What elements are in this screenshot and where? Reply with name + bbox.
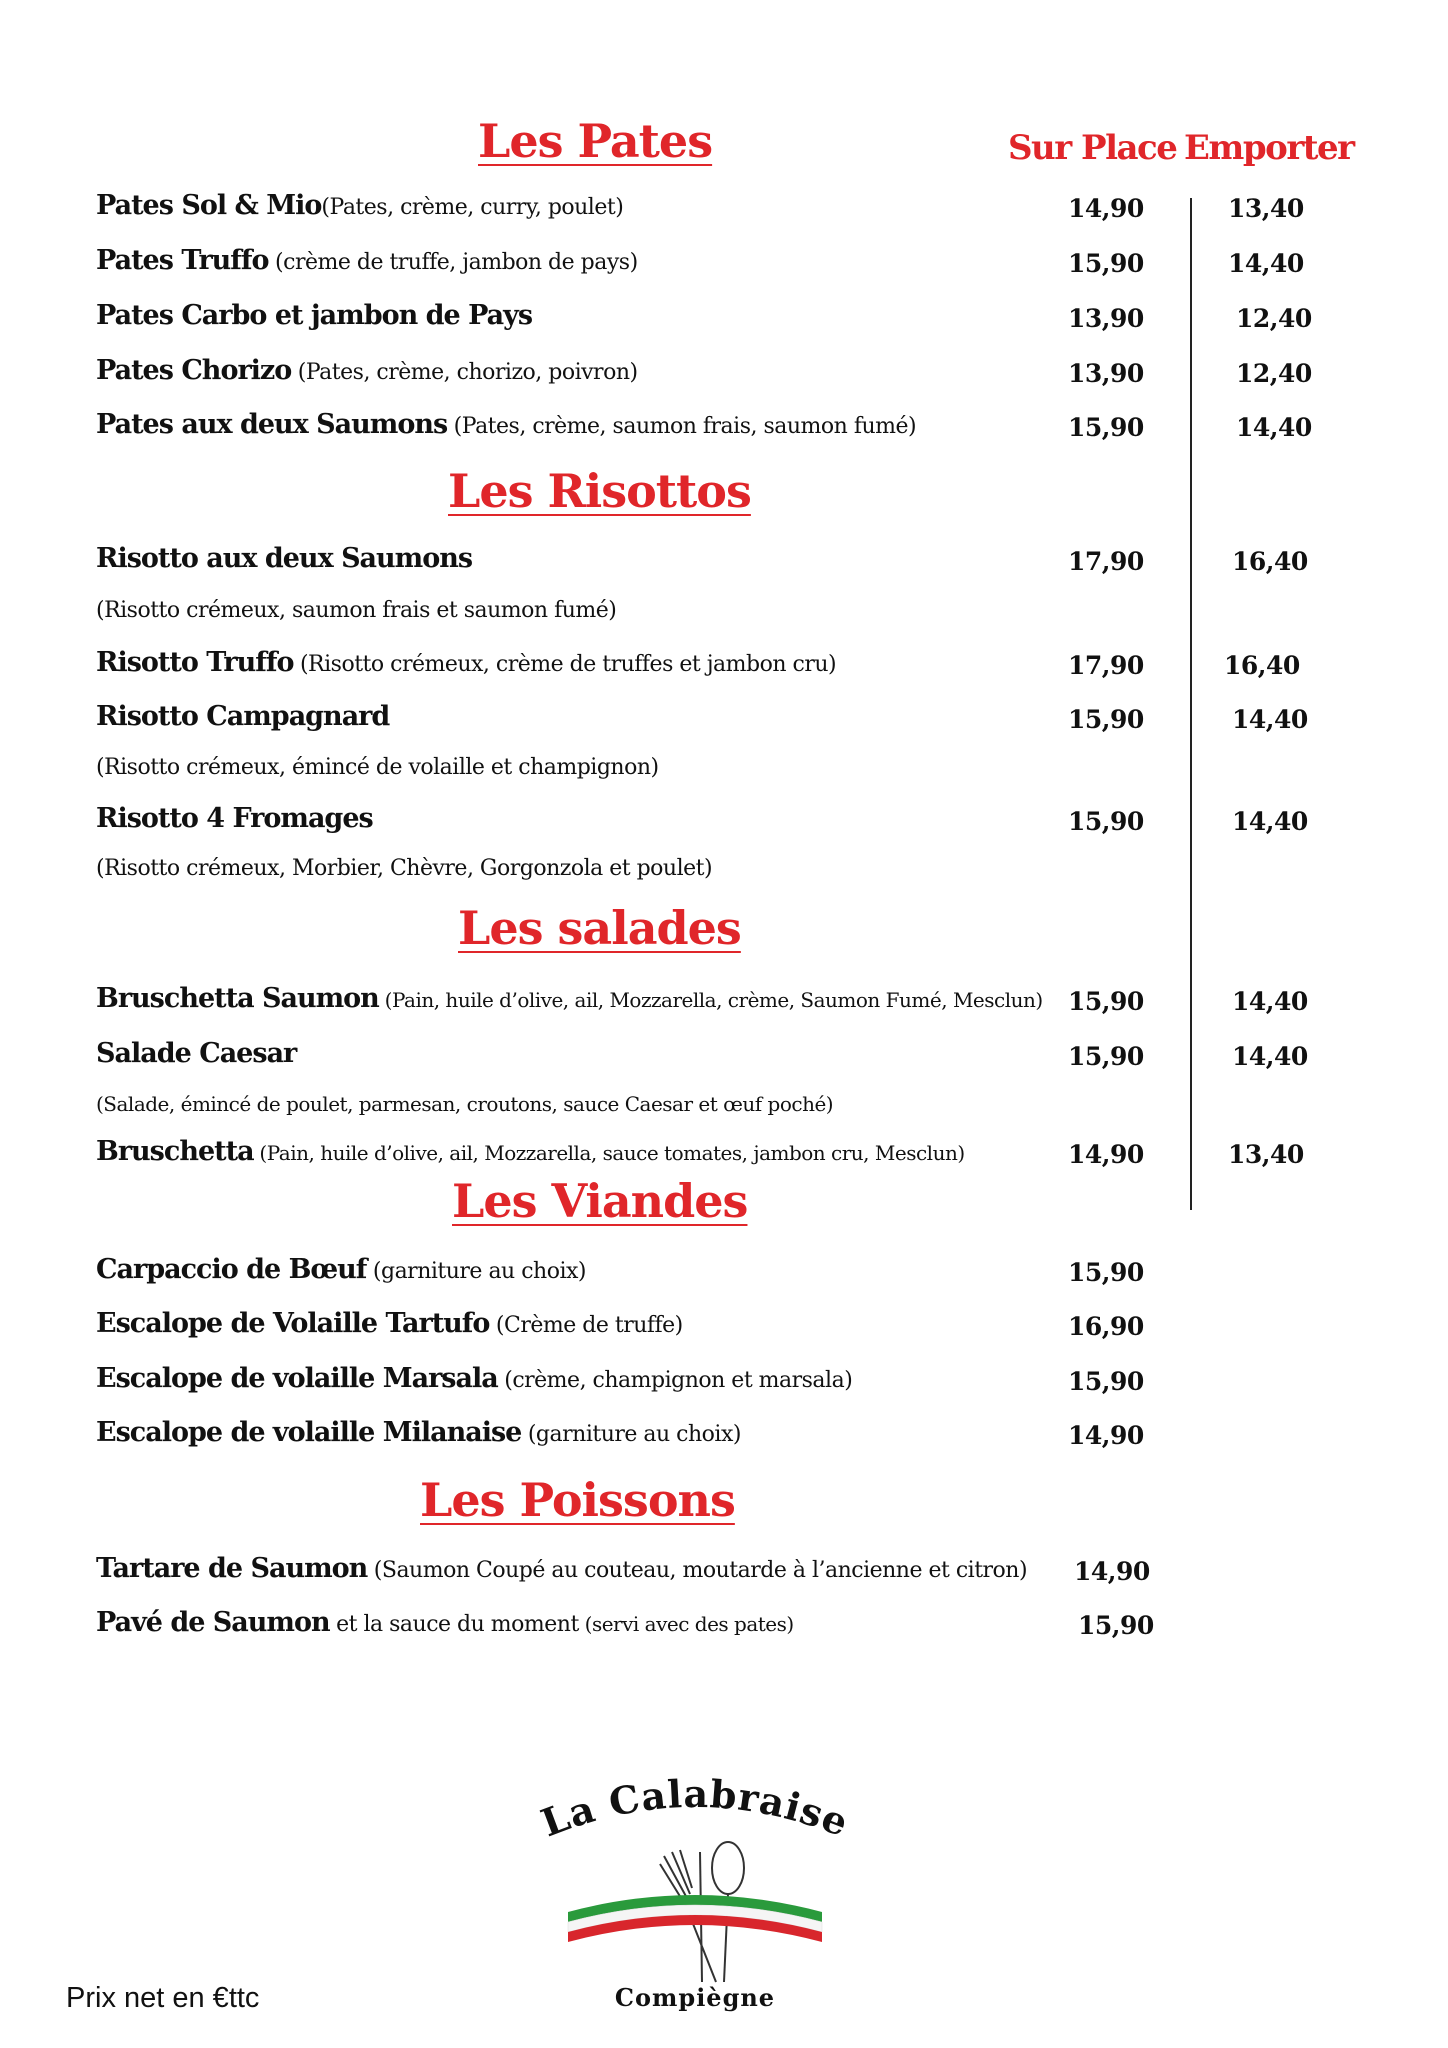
menu-item-name: Pates aux deux Saumons (Pates, crème, saumon frais, saumon fumé) <box>96 409 917 440</box>
price-sur-place: 15,90 <box>1068 705 1144 734</box>
menu-item-desc: (crème, champignon et marsala) <box>497 1368 853 1393</box>
italian-flag-ribbon <box>568 1895 822 1942</box>
price-sur-place: 15,90 <box>1068 249 1144 278</box>
price-emporter: 13,40 <box>1228 1140 1304 1169</box>
column-header-emporter: Emporter <box>1184 128 1354 168</box>
section-title-viandes: Les Viandes <box>452 1174 748 1228</box>
menu-item-desc-main: et la sauce du moment <box>329 1612 579 1637</box>
price-sur-place: 16,90 <box>1068 1312 1144 1341</box>
price-sur-place: 14,90 <box>1068 1421 1144 1450</box>
menu-item-desc: (Risotto crémeux, Morbier, Chèvre, Gorgonzola et poulet) <box>96 856 713 881</box>
price-emporter: 14,40 <box>1232 1042 1308 1071</box>
menu-item-desc: (Pain, huile d’olive, ail, Mozzarella, crème, Saumon Fumé, Mesclun) <box>378 988 1043 1012</box>
price-sur-place: 14,90 <box>1068 1140 1144 1169</box>
price-sur-place: 15,90 <box>1078 1611 1154 1640</box>
section-title-poissons: Les Poissons <box>420 1473 735 1527</box>
menu-item-name: Risotto Campagnard <box>96 701 390 732</box>
price-emporter: 16,40 <box>1232 547 1308 576</box>
price-sur-place: 13,90 <box>1068 359 1144 388</box>
section-title-salades: Les salades <box>458 901 741 955</box>
menu-item-name: Risotto Truffo (Risotto crémeux, crème de truffes et jambon cru) <box>96 647 837 678</box>
menu-item-desc: (Salade, émincé de poulet, parmesan, croutons, sauce Caesar et œuf poché) <box>96 1092 834 1116</box>
price-sur-place: 15,90 <box>1068 1042 1144 1071</box>
price-sur-place: 17,90 <box>1068 547 1144 576</box>
restaurant-logo <box>520 1760 870 2020</box>
section-title-risottos: Les Risottos <box>448 464 751 518</box>
menu-item-name: Escalope de volaille Milanaise (garniture au choix) <box>96 1417 741 1448</box>
menu-item-desc: (Risotto crémeux, émincé de volaille et champignon) <box>96 755 659 780</box>
price-emporter: 16,40 <box>1224 651 1300 680</box>
menu-item-name: Bruschetta (Pain, huile d’olive, ail, Mozzarella, sauce tomates, jambon cru, Mesclun) <box>96 1136 965 1167</box>
price-emporter: 14,40 <box>1232 987 1308 1016</box>
menu-item-name: Escalope de volaille Marsala (crème, champignon et marsala) <box>96 1363 853 1394</box>
menu-item-name: Risotto aux deux Saumons <box>96 543 473 574</box>
menu-item-desc: (Pates, crème, curry, poulet) <box>321 195 624 220</box>
menu-item-desc: (servi avec des pates) <box>578 1612 794 1636</box>
menu-item-desc: (Crème de truffe) <box>489 1313 683 1338</box>
menu-item-desc: (garniture au choix) <box>521 1422 741 1447</box>
price-sur-place: 14,90 <box>1074 1557 1150 1586</box>
price-sur-place: 15,90 <box>1068 1258 1144 1287</box>
menu-item-desc: (Pates, crème, chorizo, poivron) <box>291 360 638 385</box>
menu-item-desc: (Risotto crémeux, saumon frais et saumon fumé) <box>96 598 617 623</box>
price-note: Prix net en €ttc <box>66 1982 260 2014</box>
price-sur-place: 14,90 <box>1068 194 1144 223</box>
price-sur-place: 15,90 <box>1068 1367 1144 1396</box>
menu-item-name: Bruschetta Saumon (Pain, huile d’olive, ail, Mozzarella, crème, Saumon Fumé, Mesclun) <box>96 983 1043 1014</box>
logo-city: Compiègne <box>614 1983 776 2012</box>
menu-item-desc: (Pates, crème, saumon frais, saumon fumé) <box>447 414 917 439</box>
price-sur-place: 15,90 <box>1068 413 1144 442</box>
price-emporter: 12,40 <box>1236 359 1312 388</box>
price-sur-place: 15,90 <box>1068 807 1144 836</box>
menu-item-name: Salade Caesar <box>96 1038 297 1069</box>
menu-item-name: Pates Carbo et jambon de Pays <box>96 300 533 331</box>
section-title-pates: Les Pates <box>478 114 713 168</box>
menu-item-desc: (garniture au choix) <box>366 1259 586 1284</box>
column-header-sur-place: Sur Place <box>1008 128 1177 168</box>
menu-item-name: Tartare de Saumon (Saumon Coupé au couteau, moutarde à l’ancienne et citron) <box>96 1553 1028 1584</box>
menu-item-name: Pates Chorizo (Pates, crème, chorizo, poivron) <box>96 355 638 386</box>
menu-item-desc: (Risotto crémeux, crème de truffes et jambon cru) <box>293 652 837 677</box>
price-emporter: 14,40 <box>1228 249 1304 278</box>
menu-item-name: Pavé de Saumon et la sauce du moment (servi avec des pates) <box>96 1607 794 1638</box>
menu-item-name: Pates Sol & Mio(Pates, crème, curry, poulet) <box>96 190 624 221</box>
price-column-divider <box>1190 198 1192 1210</box>
price-sur-place: 13,90 <box>1068 304 1144 333</box>
price-emporter: 14,40 <box>1236 413 1312 442</box>
price-emporter: 13,40 <box>1228 194 1304 223</box>
price-emporter: 14,40 <box>1232 807 1308 836</box>
price-sur-place: 15,90 <box>1068 987 1144 1016</box>
logo-name: La Calabraise <box>534 1770 856 1846</box>
menu-item-name: Risotto 4 Fromages <box>96 803 373 834</box>
menu-item-desc: (Pain, huile d’olive, ail, Mozzarella, sauce tomates, jambon cru, Mesclun) <box>253 1141 965 1165</box>
menu-item-name: Pates Truffo (crème de truffe, jambon de pays) <box>96 245 638 276</box>
price-emporter: 12,40 <box>1236 304 1312 333</box>
price-sur-place: 17,90 <box>1068 651 1144 680</box>
price-emporter: 14,40 <box>1232 705 1308 734</box>
menu-item-name: Carpaccio de Bœuf (garniture au choix) <box>96 1254 586 1285</box>
menu-item-name: Escalope de Volaille Tartufo (Crème de truffe) <box>96 1308 683 1339</box>
menu-item-desc: (Saumon Coupé au couteau, moutarde à l’ancienne et citron) <box>367 1558 1028 1583</box>
menu-item-desc: (crème de truffe, jambon de pays) <box>268 250 638 275</box>
